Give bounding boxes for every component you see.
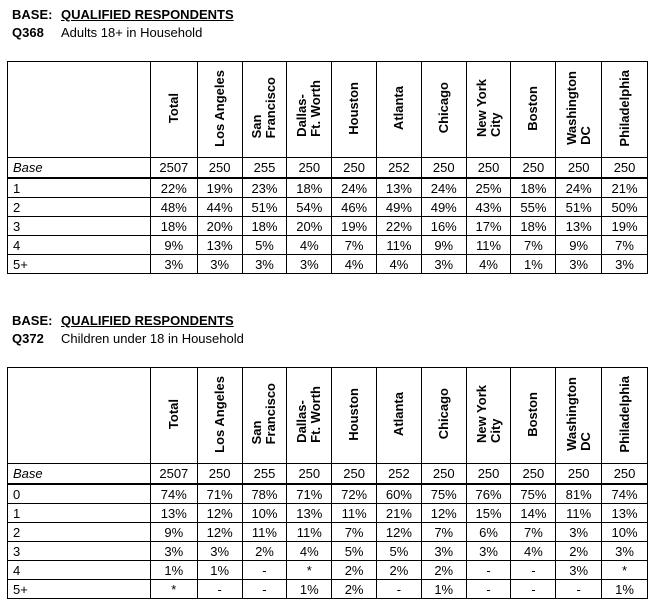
- table-row: [8, 580, 648, 599]
- table-cell: 50%: [602, 198, 648, 217]
- table-cell: 23%: [242, 178, 287, 198]
- column-header: [242, 62, 287, 158]
- corner-cell: [8, 368, 151, 464]
- column-header: [556, 62, 602, 158]
- table-cell: 24%: [421, 178, 466, 198]
- column-header: [377, 62, 422, 158]
- table-cell: 1%: [602, 580, 648, 599]
- table-cell: 78%: [242, 484, 287, 504]
- corner-cell: [8, 62, 151, 158]
- table-cell: 13%: [556, 217, 602, 236]
- column-header-label: Atlanta: [390, 85, 406, 131]
- table-cell: 255: [242, 158, 287, 179]
- table-cell: 13%: [377, 178, 422, 198]
- table-cell: 11%: [377, 236, 422, 255]
- table-cell: 13%: [150, 504, 197, 523]
- table-cell: 17%: [466, 217, 511, 236]
- table-cell: 2%: [332, 561, 377, 580]
- column-header-label: Chicago: [435, 82, 451, 134]
- column-header: [466, 62, 511, 158]
- table-cell: 21%: [602, 178, 648, 198]
- table-cell: 12%: [197, 523, 242, 542]
- column-header-label: Total: [165, 92, 181, 124]
- table-cell: 49%: [421, 198, 466, 217]
- table-cell: 3%: [421, 255, 466, 274]
- table-cell: 20%: [197, 217, 242, 236]
- column-header-label: New York City: [473, 78, 503, 138]
- column-header: [421, 368, 466, 464]
- table-cell: -: [242, 580, 287, 599]
- column-header-label: Chicago: [435, 388, 451, 440]
- table-cell: 4%: [287, 236, 332, 255]
- table-cell: 250: [511, 464, 556, 485]
- table-cell: -: [197, 580, 242, 599]
- row-label: Base: [8, 464, 151, 485]
- table-cell: 11%: [466, 236, 511, 255]
- column-header: [556, 368, 602, 464]
- table-row: [8, 504, 648, 523]
- row-label: Base: [8, 158, 151, 179]
- table-cell: 250: [466, 158, 511, 179]
- column-header: [602, 368, 648, 464]
- table-cell: -: [242, 561, 287, 580]
- table-cell: 250: [287, 464, 332, 485]
- table-cell: 11%: [287, 523, 332, 542]
- table-cell: 250: [421, 158, 466, 179]
- table-cell: 7%: [511, 523, 556, 542]
- column-header: [511, 368, 556, 464]
- column-header-label: Total: [165, 398, 181, 430]
- table-cell: 250: [287, 158, 332, 179]
- base-row: [8, 158, 648, 179]
- table-cell: 22%: [150, 178, 197, 198]
- column-header: [332, 368, 377, 464]
- table-cell: -: [511, 561, 556, 580]
- row-label: 1: [8, 178, 151, 198]
- row-label: 4: [8, 561, 151, 580]
- crosstab-section-q368: [0, 6, 648, 272]
- table-cell: 13%: [602, 504, 648, 523]
- table-cell: 3%: [242, 255, 287, 274]
- base-header: [12, 6, 648, 24]
- table-cell: 43%: [466, 198, 511, 217]
- table-cell: 81%: [556, 484, 602, 504]
- column-header-label: Houston: [346, 387, 362, 441]
- table-cell: 51%: [242, 198, 287, 217]
- table-cell: 1%: [197, 561, 242, 580]
- table-row: [8, 542, 648, 561]
- table-cell: 3%: [287, 255, 332, 274]
- table-cell: 4%: [377, 255, 422, 274]
- table-cell: 75%: [421, 484, 466, 504]
- table-cell: 51%: [556, 198, 602, 217]
- table-cell: 1%: [511, 255, 556, 274]
- table-cell: 7%: [421, 523, 466, 542]
- header-row: [8, 62, 648, 158]
- table-cell: 9%: [421, 236, 466, 255]
- column-header: [197, 368, 242, 464]
- table-cell: 71%: [197, 484, 242, 504]
- table-cell: 2%: [556, 542, 602, 561]
- table-cell: *: [602, 561, 648, 580]
- table-cell: 54%: [287, 198, 332, 217]
- column-header-label: Houston: [346, 81, 362, 135]
- table-cell: 4%: [466, 255, 511, 274]
- question-id: Q368: [12, 25, 44, 40]
- table-cell: 74%: [602, 484, 648, 504]
- table-cell: 48%: [150, 198, 197, 217]
- table-cell: 9%: [150, 523, 197, 542]
- table-row: [8, 178, 648, 198]
- table-cell: 2%: [421, 561, 466, 580]
- table-cell: 1%: [150, 561, 197, 580]
- table-cell: 250: [602, 158, 648, 179]
- table-cell: 1%: [421, 580, 466, 599]
- column-header: [242, 368, 287, 464]
- column-header: [287, 368, 332, 464]
- table-body: [8, 158, 648, 274]
- table-cell: 4%: [511, 542, 556, 561]
- table-cell: 250: [511, 158, 556, 179]
- question-header: [12, 24, 648, 42]
- crosstab-table: [7, 367, 648, 599]
- table-cell: 2507: [150, 464, 197, 485]
- table-cell: 15%: [466, 504, 511, 523]
- question-id: Q372: [12, 331, 44, 346]
- table-cell: 46%: [332, 198, 377, 217]
- row-label: 2: [8, 523, 151, 542]
- column-header-label: San Francisco: [249, 383, 279, 445]
- table-cell: 7%: [511, 236, 556, 255]
- table-cell: 250: [197, 158, 242, 179]
- column-header-label: Boston: [525, 85, 541, 131]
- table-cell: 7%: [332, 236, 377, 255]
- table-cell: 2507: [150, 158, 197, 179]
- row-label: 5+: [8, 580, 151, 599]
- table-cell: *: [287, 561, 332, 580]
- row-label: 3: [8, 542, 151, 561]
- table-cell: 250: [421, 464, 466, 485]
- table-cell: 3%: [197, 255, 242, 274]
- table-cell: 2%: [242, 542, 287, 561]
- row-label: 4: [8, 236, 151, 255]
- column-header: [150, 368, 197, 464]
- column-header-label: Boston: [525, 391, 541, 437]
- table-cell: 250: [197, 464, 242, 485]
- column-header-label: Atlanta: [390, 391, 406, 437]
- base-header: [12, 312, 648, 330]
- table-cell: 16%: [421, 217, 466, 236]
- table-row: [8, 561, 648, 580]
- table-cell: 13%: [197, 236, 242, 255]
- table-cell: 49%: [377, 198, 422, 217]
- table-cell: 250: [556, 464, 602, 485]
- table-cell: 22%: [377, 217, 422, 236]
- table-row: [8, 198, 648, 217]
- table-row: [8, 255, 648, 274]
- table-cell: 2%: [332, 580, 377, 599]
- table-cell: 11%: [556, 504, 602, 523]
- column-header: [466, 368, 511, 464]
- table-cell: 12%: [421, 504, 466, 523]
- table-cell: 24%: [556, 178, 602, 198]
- column-header-label: Dallas- Ft. Worth: [294, 79, 324, 137]
- table-cell: 3%: [556, 255, 602, 274]
- table-cell: 14%: [511, 504, 556, 523]
- column-header-label: San Francisco: [249, 77, 279, 139]
- table-cell: 5%: [332, 542, 377, 561]
- table-cell: 9%: [150, 236, 197, 255]
- question-text: Adults 18+ in Household: [61, 25, 203, 40]
- table-cell: 11%: [332, 504, 377, 523]
- table-cell: 252: [377, 464, 422, 485]
- table-cell: -: [466, 561, 511, 580]
- column-header: [150, 62, 197, 158]
- table-cell: 21%: [377, 504, 422, 523]
- table-cell: *: [150, 580, 197, 599]
- table-cell: 3%: [602, 542, 648, 561]
- table-cell: 76%: [466, 484, 511, 504]
- crosstab-table: [7, 61, 648, 274]
- table-row: [8, 484, 648, 504]
- row-label: 2: [8, 198, 151, 217]
- column-header: [197, 62, 242, 158]
- row-label: 3: [8, 217, 151, 236]
- table-cell: 25%: [466, 178, 511, 198]
- table-row: [8, 523, 648, 542]
- table-cell: 252: [377, 158, 422, 179]
- table-cell: 18%: [287, 178, 332, 198]
- table-cell: 250: [466, 464, 511, 485]
- table-cell: 250: [332, 158, 377, 179]
- table-cell: 10%: [242, 504, 287, 523]
- table-cell: 13%: [287, 504, 332, 523]
- column-header-label: Washington DC: [563, 71, 593, 145]
- table-cell: 3%: [421, 542, 466, 561]
- table-cell: 60%: [377, 484, 422, 504]
- table-header: [8, 62, 648, 158]
- table-cell: 19%: [332, 217, 377, 236]
- table-cell: -: [377, 580, 422, 599]
- table-cell: 75%: [511, 484, 556, 504]
- base-text: QUALIFIED RESPONDENTS: [61, 313, 234, 328]
- table-cell: 3%: [197, 542, 242, 561]
- table-cell: 7%: [602, 236, 648, 255]
- table-cell: 71%: [287, 484, 332, 504]
- crosstab-section-q372: [0, 312, 648, 597]
- table-cell: 74%: [150, 484, 197, 504]
- column-header-label: New York City: [473, 384, 503, 444]
- row-label: 5+: [8, 255, 151, 274]
- table-cell: 18%: [242, 217, 287, 236]
- table-cell: 250: [556, 158, 602, 179]
- table-cell: 24%: [332, 178, 377, 198]
- table-cell: 4%: [287, 542, 332, 561]
- column-header-label: Washington DC: [563, 377, 593, 451]
- column-header: [602, 62, 648, 158]
- column-header: [377, 368, 422, 464]
- column-header-label: Philadelphia: [616, 69, 632, 147]
- table-cell: 19%: [197, 178, 242, 198]
- table-cell: 18%: [511, 178, 556, 198]
- base-label: BASE:: [12, 313, 53, 328]
- table-cell: 44%: [197, 198, 242, 217]
- table-cell: 3%: [602, 255, 648, 274]
- column-header: [332, 62, 377, 158]
- base-label: BASE:: [12, 7, 53, 22]
- table-cell: -: [556, 580, 602, 599]
- header-row: [8, 368, 648, 464]
- table-cell: 18%: [150, 217, 197, 236]
- table-row: [8, 236, 648, 255]
- table-row: [8, 217, 648, 236]
- table-cell: -: [466, 580, 511, 599]
- column-header: [511, 62, 556, 158]
- table-cell: 12%: [377, 523, 422, 542]
- column-header: [421, 62, 466, 158]
- table-body: [8, 464, 648, 599]
- table-cell: 2%: [377, 561, 422, 580]
- table-cell: 55%: [511, 198, 556, 217]
- table-cell: 9%: [556, 236, 602, 255]
- table-cell: 10%: [602, 523, 648, 542]
- table-cell: 18%: [511, 217, 556, 236]
- column-header-label: Los Angeles: [211, 375, 227, 453]
- table-cell: 3%: [150, 255, 197, 274]
- table-cell: 19%: [602, 217, 648, 236]
- base-text: QUALIFIED RESPONDENTS: [61, 7, 234, 22]
- table-cell: 11%: [242, 523, 287, 542]
- question-text: Children under 18 in Household: [61, 331, 244, 346]
- table-cell: 12%: [197, 504, 242, 523]
- table-cell: 6%: [466, 523, 511, 542]
- table-cell: 1%: [287, 580, 332, 599]
- question-header: [12, 330, 648, 348]
- table-cell: 20%: [287, 217, 332, 236]
- row-label: 0: [8, 484, 151, 504]
- table-cell: 4%: [332, 255, 377, 274]
- table-cell: 7%: [332, 523, 377, 542]
- table-cell: 3%: [556, 561, 602, 580]
- table-cell: 3%: [150, 542, 197, 561]
- row-label: 1: [8, 504, 151, 523]
- table-cell: 250: [332, 464, 377, 485]
- table-cell: 250: [602, 464, 648, 485]
- column-header: [287, 62, 332, 158]
- table-cell: 5%: [242, 236, 287, 255]
- column-header-label: Philadelphia: [616, 375, 632, 453]
- table-cell: 5%: [377, 542, 422, 561]
- column-header-label: Los Angeles: [211, 69, 227, 147]
- table-cell: -: [511, 580, 556, 599]
- table-header: [8, 368, 648, 464]
- table-cell: 3%: [556, 523, 602, 542]
- table-cell: 3%: [466, 542, 511, 561]
- table-cell: 72%: [332, 484, 377, 504]
- base-row: [8, 464, 648, 485]
- table-cell: 255: [242, 464, 287, 485]
- column-header-label: Dallas- Ft. Worth: [294, 385, 324, 443]
